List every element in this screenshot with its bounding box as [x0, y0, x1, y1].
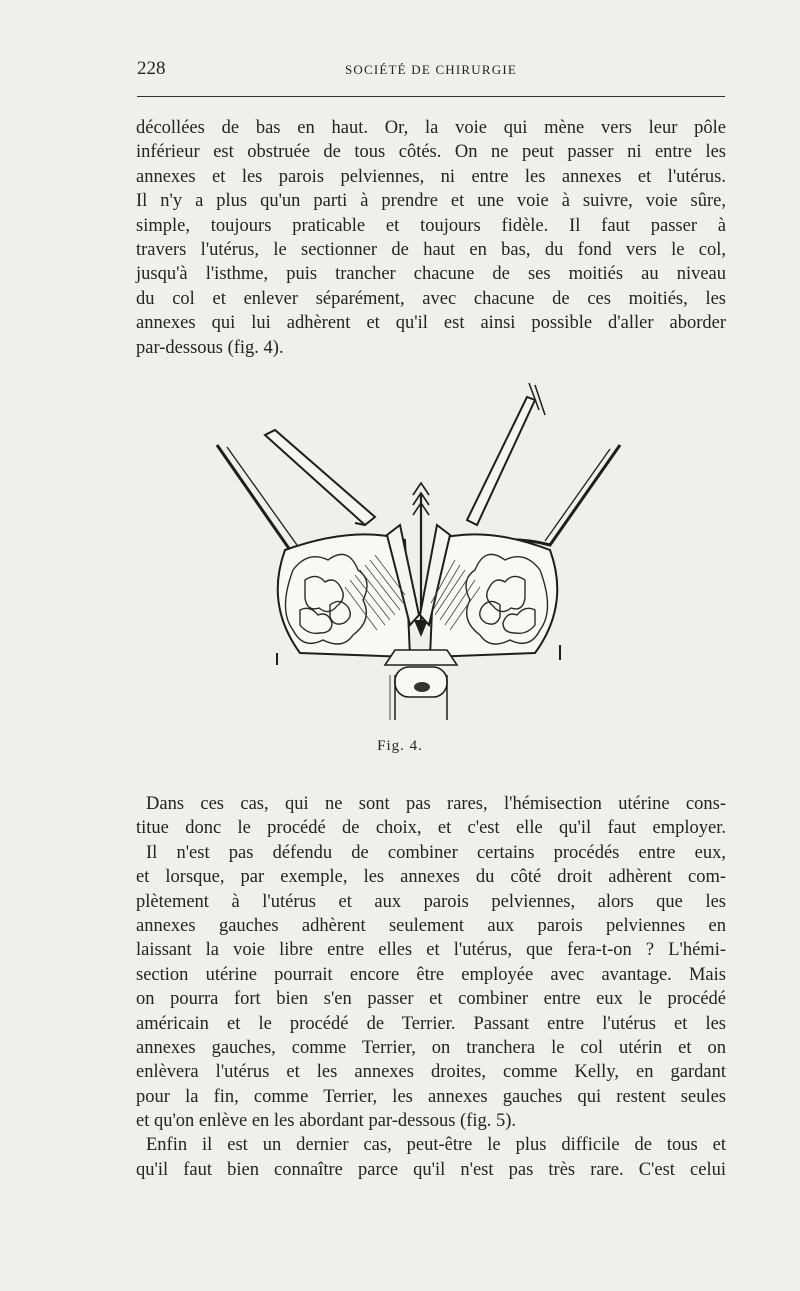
text-line: annexes et les parois pelviennes, ni entre les annexes et l'utérus. [136, 166, 726, 187]
text-line: annexes gauches, comme Terrier, on tranchera le col utérin et on [136, 1037, 726, 1058]
running-title: SOCIÉTÉ DE CHIRURGIE [344, 62, 518, 77]
text-line: annexes gauches adhèrent seulement aux parois pelviennes en [136, 915, 726, 936]
text-line: décollées de bas en haut. Or, la voie qui mène vers leur pôle [136, 118, 726, 138]
text-line: jusqu'à l'isthme, puis trancher chacune de ses moitiés au niveau [136, 264, 726, 285]
text-line: section utérine pourrait encore être employée avec avantage. Mais [136, 964, 726, 985]
text-line: travers l'utérus, le sectionner de haut en bas, du fond vers le col, [136, 239, 726, 260]
paragraph-1 [136, 116, 726, 360]
text-line: enlèvera l'utérus et les annexes droites, comme Kelly, en gardant [136, 1062, 726, 1083]
figure-caption: Fig. 4. [377, 738, 423, 754]
text-line: plètement à l'utérus et aux parois pelviennes, alors que les [136, 891, 726, 912]
text-line: simple, toujours praticable et toujours fidèle. Il faut passer à [136, 215, 726, 236]
text-line: Il n'est pas défendu de combiner certains procédés entre eux, [146, 842, 726, 863]
text-line: annexes qui lui adhèrent et qu'il est ainsi possible d'aller aborder [136, 313, 726, 334]
paragraph-2 [136, 792, 726, 1182]
page-header [137, 58, 725, 84]
text-line: et qu'on enlève en les abordant par-dessous (fig. 5). [136, 1111, 517, 1132]
text-line: et lorsque, par exemple, les annexes du côté droit adhèrent com- [136, 867, 726, 888]
text-line: Enfin il est un dernier cas, peut-être le plus difficile de tous et [146, 1135, 726, 1156]
text-line: pour la fin, comme Terrier, les annexes gauches qui restent seules [136, 1086, 726, 1107]
text-line: titue donc le procédé de choix, et c'est elle qu'il faut employer. [136, 818, 726, 839]
text-line: par-dessous (fig. 4). [136, 337, 284, 358]
text-line: Dans ces cas, qui ne sont pas rares, l'hémisection utérine cons- [146, 794, 726, 814]
text-line: américain et le procédé de Terrier. Passant entre l'utérus et les [136, 1013, 726, 1034]
surgical-illustration [205, 375, 630, 725]
header-rule [137, 96, 725, 97]
text-line: inférieur est obstruée de tous côtés. On ne peut passer ni entre les [136, 142, 726, 163]
text-line: du col et enlever séparément, avec chacune de ces moitiés, les [136, 288, 726, 309]
text-line: Il n'y a plus qu'un parti à prendre et une voie à suivre, voie sûre, [136, 191, 726, 212]
text-line: on pourra fort bien s'en passer et combiner entre eux le procédé [136, 989, 726, 1010]
text-line: qu'il faut bien connaître parce qu'il n'est pas très rare. C'est celui [136, 1159, 726, 1180]
text-line: laissant la voie libre entre elles et l'utérus, que fera-t-on ? L'hémi- [136, 940, 726, 961]
page-number: 228 [137, 58, 166, 79]
